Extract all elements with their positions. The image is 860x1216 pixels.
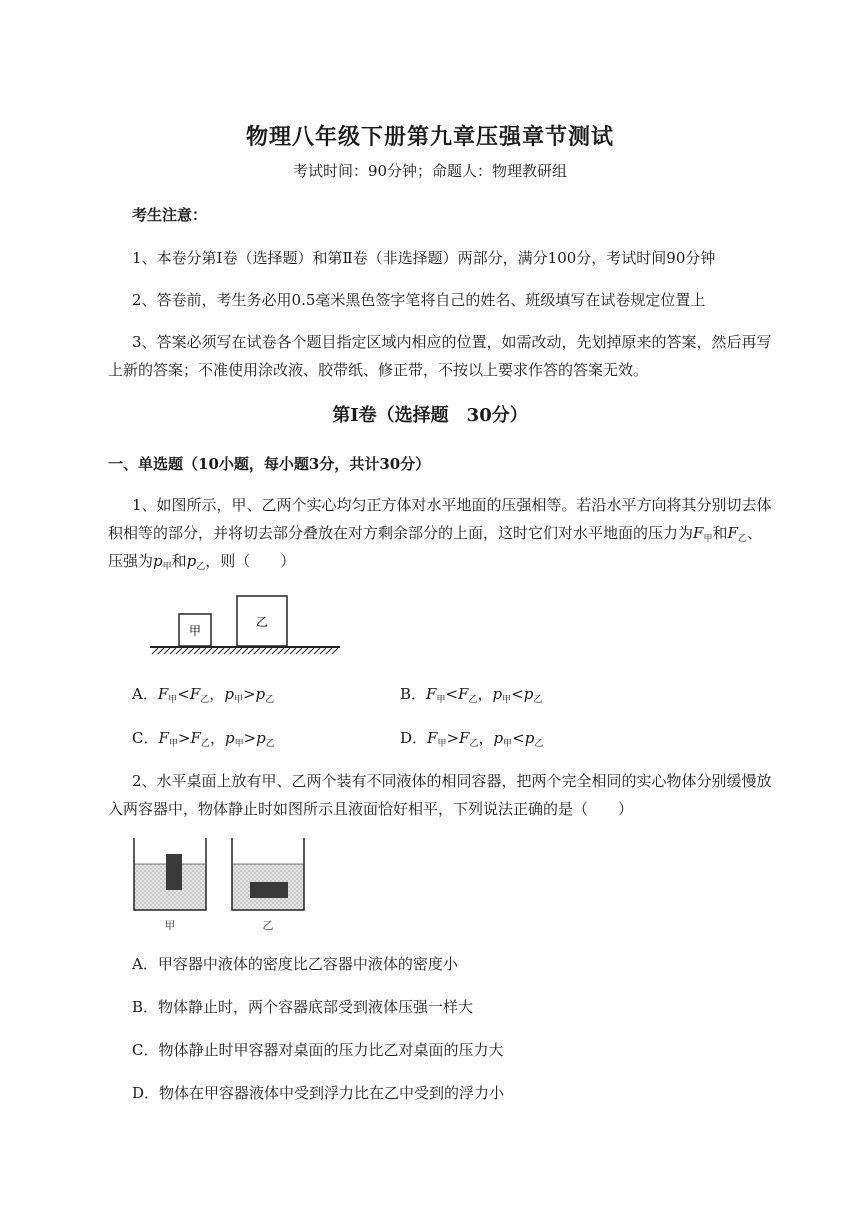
q2-figure [130,836,314,936]
object-yi [250,882,288,898]
q1-option-b[interactable]: B．$F_甲<F_乙$，$p_甲<p_乙$ [400,685,543,705]
page-subtitle: 考试时间：90分钟；命题人：物理教研组 [292,162,568,180]
q1-figure [148,592,344,662]
q2-option-a[interactable]: A．甲容器中液体的密度比乙容器中液体的密度小 [132,955,458,973]
q1-line1: 1、如图所示，甲、乙两个实心均匀正方体对水平地面的压强相等。若沿水平方向将其分别切去体 [132,496,772,514]
cube-yi-label: 乙 [255,615,269,629]
q1-line3: 压强为$p_甲$和$p_乙$，则（ ） [108,552,296,572]
cube-jia-label: 甲 [188,624,202,638]
q2-option-c[interactable]: C．物体静止时甲容器对桌面的压力比乙对桌面的压力大 [132,1041,504,1059]
notice-item-1: 1、本卷分第Ⅰ卷（选择题）和第Ⅱ卷（非选择题）两部分，满分100分，考试时间90分钟 [132,249,716,267]
notice-item-3-cont: 上新的答案；不准使用涂改液、胶带纸、修正带，不按以上要求作答的答案无效。 [108,361,649,379]
q1-option-d[interactable]: D．$F_甲>F_乙$，$p_甲<p_乙$ [400,729,544,749]
container-yi [232,838,304,910]
q2-line1: 2、水平桌面上放有甲、乙两个装有不同液体的相同容器，把两个完全相同的实心物体分别缓慢放 [132,772,772,790]
notice-item-3: 3、答案必须写在试卷各个题目指定区域内相应的位置，如需改动，先划掉原来的答案，然后再写 [132,333,772,351]
q1-option-a[interactable]: A．$F_甲<F_乙$，$p_甲>p_乙$ [132,685,275,705]
ground-hatch [152,648,338,654]
container-yi-label: 乙 [262,919,274,932]
page-title: 物理八年级下册第九章压强章节测试 [245,124,614,150]
container-jia-label: 甲 [164,919,176,932]
q1-line2: 积相等的部分，并将切去部分叠放在对方剩余部分的上面，这时它们对水平地面的压力为$F_甲$和$F_乙$、 [108,524,762,544]
object-jia [166,854,182,890]
q2-line2: 入两容器中，物体静止时如图所示且液面恰好相平，下列说法正确的是（ ） [108,800,634,818]
section-title: 第Ⅰ卷（选择题 30分） [332,405,528,426]
container-jia [134,838,206,910]
notice-item-2: 2、答卷前，考生务必用0.5毫米黑色签字笔将自己的姓名、班级填写在试卷规定位置上 [132,291,706,309]
q2-option-d[interactable]: D．物体在甲容器液体中受到浮力比在乙中受到的浮力小 [132,1084,505,1102]
notice-heading: 考生注意： [132,206,208,224]
q1-option-c[interactable]: C．$F_甲>F_乙$，$p_甲>p_乙$ [132,729,275,749]
q2-option-b[interactable]: B．物体静止时，两个容器底部受到液体压强一样大 [132,998,474,1016]
part-heading: 一、单选题（10小题，每小题3分，共计30分） [108,455,431,473]
